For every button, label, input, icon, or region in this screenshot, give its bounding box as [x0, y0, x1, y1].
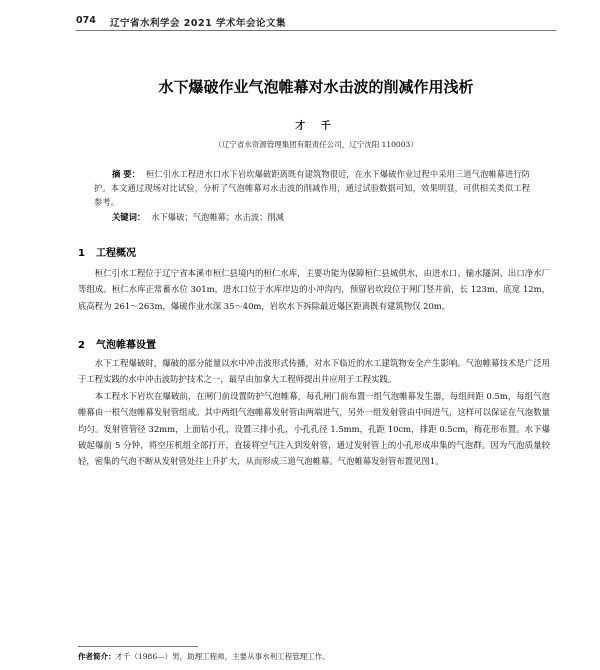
section-heading-1 — [78, 244, 136, 259]
page-number: 074 — [76, 15, 96, 26]
section-title: 工程概况 — [96, 248, 136, 259]
section-title: 气泡帷幕设置 — [96, 340, 156, 351]
section-body-2 — [78, 355, 550, 470]
section-number: 2 — [78, 340, 85, 351]
keywords-label: 关键词： — [112, 212, 146, 222]
author-footnote — [78, 651, 548, 662]
abstract-block — [94, 167, 530, 224]
footnote-label: 作者简介： — [78, 652, 116, 661]
keywords-text: 水下爆破；气泡帷幕；水击波；削减 — [151, 212, 284, 222]
abstract-text: 桓仁引水工程进水口水下岩坎爆破距离既有建筑物很近，在水下爆破作业过程中采用三道气泡帷幕进行防护。本文通过现场对比试验，分析了气泡帷幕对水击波的削减作用，通过试验数据可知，效果明显，可供相关类似工程参考。 — [94, 169, 530, 207]
abstract-paragraph — [94, 167, 530, 209]
section-number: 1 — [78, 248, 85, 259]
paper-title: 水下爆破作业气泡帷幕对水击波的削减作用浅析 — [158, 78, 474, 96]
body-paragraph: 本工程水下岩坎在爆破前，在闸门前设置防护气泡帷幕，每孔闸门前布置一组气泡帷幕发生器，每组间距 0.5m，每组气泡帷幕由一根气泡帷幕发射管组成。其中两组气泡帷幕发射管由两端进气，另外一组发射管由中间进气，这样可以保证在气泡数量均匀。发射管管径 32mm，上面钻小孔，设置三排小孔，小孔孔径 1.5mm，孔距 10cm，排距 0.5cm，梅花形布置。水下爆破起爆前 5 分钟，将空压机组全部打开，直接将空气注入到发射管，通过发射管上的小孔形成串集的气泡群。因为气泡质量较轻，密集的气泡不断从发射管处往上升扩大，从而形成三道气泡帷幕。气泡帷幕发射管布置见图1。 — [78, 390, 550, 467]
author-name: 才 千 — [295, 121, 337, 132]
journal-name: 辽宁省水利学会 2021 学术年会论文集 — [110, 18, 287, 29]
footnote-text: 才千（1986—）男，助理工程师，主要从事水利工程管理工作。 — [115, 652, 330, 661]
section-body-1 — [78, 265, 550, 314]
keywords-line — [94, 210, 530, 224]
header-rule — [76, 30, 556, 31]
running-header — [76, 13, 556, 29]
author-affiliation: （辽宁省水资源管理集团有限责任公司，辽宁沈阳 110003） — [214, 140, 418, 149]
body-paragraph: 水下工程爆破时，爆破的部分能量以水中冲击波形式传播，对水下临近的水工建筑物安全产生影响。气泡帷幕技术是广泛用于工程实践的水中冲击波防护技术之一，最早由加拿大工程师提出并应用于工程实践。 — [78, 358, 550, 385]
abstract-label: 摘 要： — [112, 169, 140, 179]
footnote-rule — [78, 646, 198, 647]
section-heading-2 — [78, 336, 156, 351]
body-paragraph: 桓仁引水工程位于辽宁省本溪市桓仁县境内的桓仁水库，主要功能为保障桓仁县城供水，由进水口、输水隧洞、出口净水厂等组成。桓仁水库正常蓄水位 301m，进水口位于水库岸边的小冲沟内，预留岩坎段位于闸门竖井前，长 123m，底宽 12m，底高程为 261～263m，爆破作业水深 35～40m，岩坎水下拆除最近爆区距离既有建筑物仅 20m。 — [78, 268, 550, 311]
